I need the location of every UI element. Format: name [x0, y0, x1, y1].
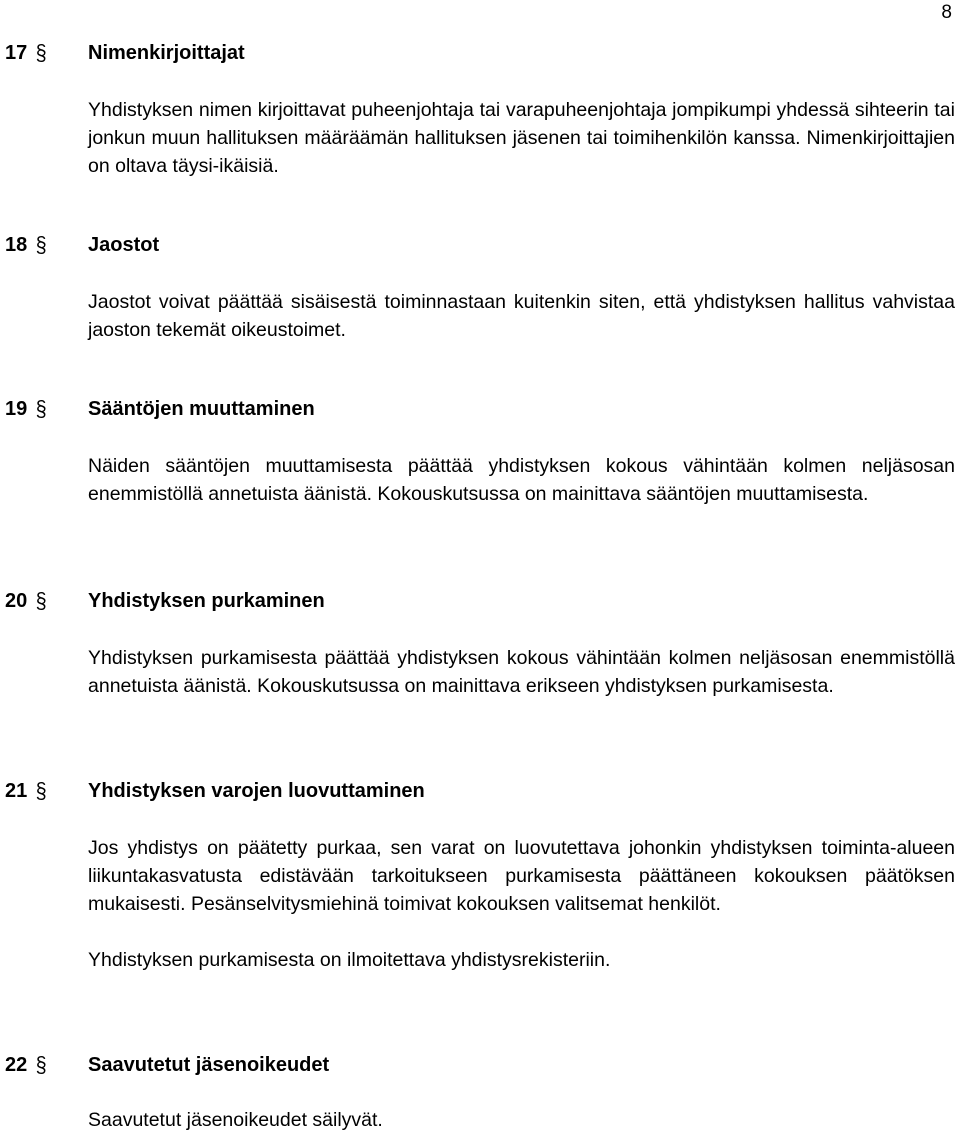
section-number: 17	[5, 42, 28, 64]
section-heading	[5, 40, 955, 66]
section-18	[5, 232, 955, 344]
section-body	[88, 452, 955, 508]
section-title: Jaostot	[88, 234, 160, 256]
paragraph: Yhdistyksen purkamisesta päättää yhdistyksen kokous vähintään kolmen neljäsosan enemmistöllä annetuista äänistä. Kokouskutsussa on mainittava erikseen yhdistyksen purkamisesta.	[88, 647, 955, 697]
paragraph: Saavutetut jäsenoikeudet säilyvät.	[88, 1109, 383, 1131]
section-21	[5, 778, 955, 974]
section-title: Yhdistyksen purkaminen	[88, 590, 325, 612]
section-body	[88, 96, 955, 180]
section-heading	[5, 1052, 955, 1078]
paragraph: Näiden sääntöjen muuttamisesta päättää yhdistyksen kokous vähintään kolmen neljäsosan enemmistöllä annetuista äänistä. Kokouskutsussa on mainittava sääntöjen muuttamisesta.	[88, 455, 955, 505]
paragraph: Yhdistyksen purkamisesta on ilmoitettava yhdistysrekisteriin.	[88, 949, 611, 971]
section-number: 21	[5, 780, 28, 802]
section-20	[5, 588, 955, 700]
section-heading	[5, 396, 955, 422]
section-title: Yhdistyksen varojen luovuttaminen	[88, 780, 425, 802]
section-body	[88, 834, 955, 974]
section-symbol: §	[35, 40, 47, 65]
section-number: 19	[5, 398, 28, 420]
section-symbol: §	[35, 588, 47, 613]
section-heading	[5, 778, 955, 804]
section-symbol: §	[35, 232, 47, 257]
section-body	[88, 1106, 955, 1134]
section-title: Sääntöjen muuttaminen	[88, 398, 315, 420]
section-19	[5, 396, 955, 508]
paragraph: Yhdistyksen nimen kirjoittavat puheenjohtaja tai varapuheenjohtaja jompikumpi yhdessä sihteerin tai jonkun muun hallituksen määräämän hallituksen jäsenen tai toimihenkilön kanssa. Nimenkirjoittajien on oltava täysi-ikäisiä.	[88, 99, 955, 177]
section-17	[5, 40, 955, 180]
paragraph: Jaostot voivat päättää sisäisestä toiminnastaan kuitenkin siten, että yhdistyksen hallitus vahvistaa jaoston tekemät oikeustoimet.	[88, 291, 955, 341]
section-number: 18	[5, 234, 28, 256]
section-heading	[5, 588, 955, 614]
section-symbol: §	[35, 396, 47, 421]
page-number: 8	[941, 2, 952, 23]
section-22	[5, 1052, 955, 1134]
section-title: Saavutetut jäsenoikeudet	[88, 1054, 330, 1076]
section-heading	[5, 232, 955, 258]
section-symbol: §	[35, 1052, 47, 1077]
section-number: 22	[5, 1054, 28, 1076]
section-body	[88, 288, 955, 344]
section-title: Nimenkirjoittajat	[88, 42, 245, 64]
section-number: 20	[5, 590, 28, 612]
section-symbol: §	[35, 778, 47, 803]
section-body	[88, 644, 955, 700]
paragraph: Jos yhdistys on päätetty purkaa, sen varat on luovutettava johonkin yhdistyksen toiminta-alueen liikuntakasvatusta edistävään tarkoitukseen purkamisesta päättäneen kokouksen päätöksen mukaisesti. Pesänselvitysmiehinä toimivat kokouksen valitsemat henkilöt.	[88, 837, 955, 915]
